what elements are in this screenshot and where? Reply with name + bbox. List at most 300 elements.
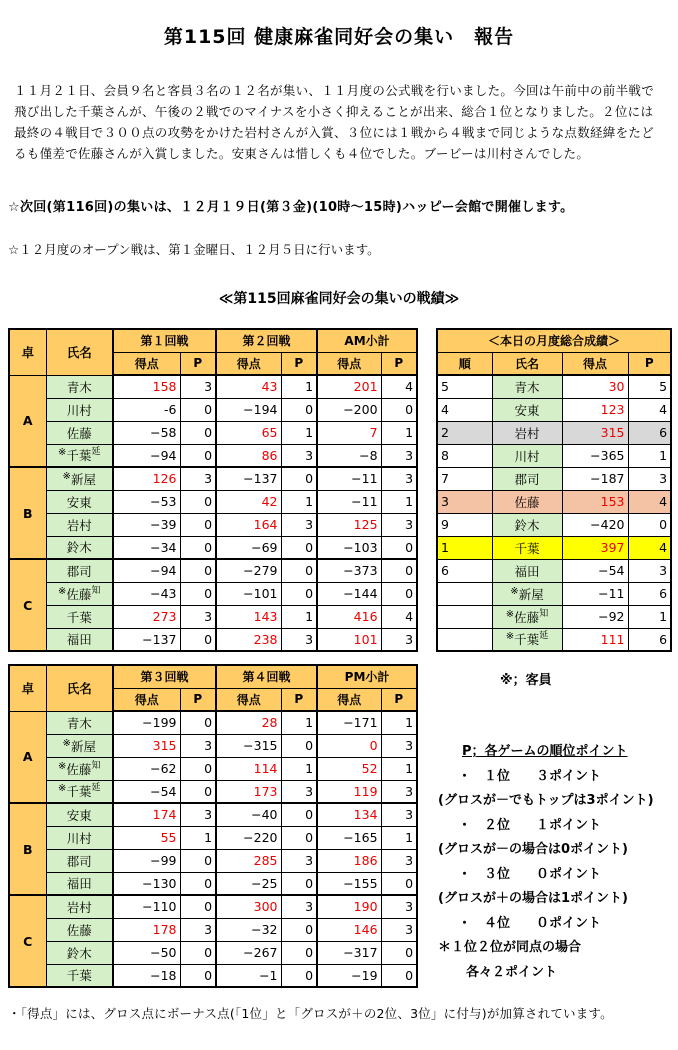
player-name: 青木 [514, 379, 540, 395]
player-name-cell [46, 605, 113, 628]
score-cell: −103 [317, 536, 381, 559]
points-cell: 3 [381, 513, 417, 536]
points-cell: 0 [180, 582, 216, 605]
player-name: 千葉 [66, 784, 92, 800]
player-name: 千葉 [66, 968, 92, 984]
points-cell: 0 [281, 964, 317, 987]
points-cell: 1 [381, 757, 417, 780]
player-name: 福田 [66, 632, 92, 648]
player-name-cell [46, 895, 113, 918]
score-cell: −137 [113, 628, 180, 651]
score-cell: −94 [113, 444, 180, 467]
points-cell: 3 [180, 467, 216, 490]
score-cell: 28 [216, 711, 281, 734]
points-cell: 1 [628, 444, 671, 467]
player-name-cell [492, 536, 562, 559]
score-cell: 126 [113, 467, 180, 490]
score-cell: -6 [113, 398, 180, 421]
player-name: 佐藤 [66, 425, 92, 441]
points-cell: 3 [381, 467, 417, 490]
score-cell: −171 [317, 711, 381, 734]
points-cell: 4 [628, 536, 671, 559]
score-cell: −137 [216, 467, 281, 490]
guest-mark: ※ [505, 608, 515, 620]
points-cell: 1 [281, 375, 317, 398]
points-cell: 3 [281, 895, 317, 918]
points-cell: 4 [381, 375, 417, 398]
player-name: 新屋 [70, 738, 96, 754]
rank-cell: 4 [437, 398, 492, 421]
points-cell: 3 [381, 918, 417, 941]
player-name: 郡司 [66, 563, 92, 579]
header-table: 卓 [9, 329, 46, 375]
points-cell: 0 [381, 872, 417, 895]
rank-cell: 2 [437, 421, 492, 444]
table-row [9, 444, 417, 467]
points-cell: 3 [381, 803, 417, 826]
player-name-cell [46, 628, 113, 651]
player-name-cell [46, 536, 113, 559]
points-cell: 3 [381, 780, 417, 803]
player-name-cell [46, 780, 113, 803]
points-cell: 3 [281, 780, 317, 803]
player-name-cell [492, 444, 562, 467]
points-cell: 3 [381, 734, 417, 757]
score-cell: −11 [562, 582, 628, 605]
score-cell: −92 [562, 605, 628, 628]
player-name-cell [46, 398, 113, 421]
ranking-row [437, 375, 671, 398]
points-cell: 4 [628, 398, 671, 421]
points-cell: 3 [180, 918, 216, 941]
points-cell: 0 [281, 941, 317, 964]
header-score: 得点 [113, 352, 180, 375]
player-name: 佐藤 [66, 586, 92, 602]
ranking-row [437, 490, 671, 513]
score-cell: 55 [113, 826, 180, 849]
points-cell: 3 [628, 559, 671, 582]
points-cell: 1 [381, 826, 417, 849]
points-cell: 6 [628, 421, 671, 444]
table-label-b: B [9, 467, 46, 559]
ranking-row [437, 628, 671, 651]
header-am-subtotal: AM小計 [317, 329, 417, 352]
points-cell: 0 [381, 398, 417, 421]
score-cell: 178 [113, 918, 180, 941]
ranking-row [437, 513, 671, 536]
score-cell: −279 [216, 559, 281, 582]
player-name-cell [46, 513, 113, 536]
score-cell: 101 [317, 628, 381, 651]
player-name-cell [46, 734, 113, 757]
points-legend-line: ・ ３位 ０ポイント [458, 866, 602, 882]
points-cell: 5 [628, 375, 671, 398]
player-name: 川村 [514, 448, 540, 464]
player-name: 佐藤 [514, 609, 540, 625]
score-cell: 143 [216, 605, 281, 628]
header-game-1: 第１回戦 [113, 329, 216, 352]
points-cell: 3 [628, 467, 671, 490]
score-cell: −110 [113, 895, 180, 918]
score-cell: 201 [317, 375, 381, 398]
score-cell: 300 [216, 895, 281, 918]
score-cell: 315 [562, 421, 628, 444]
table-row [9, 605, 417, 628]
score-cell: 123 [562, 398, 628, 421]
points-cell: 0 [381, 559, 417, 582]
score-cell: 111 [562, 628, 628, 651]
table-row [9, 872, 417, 895]
score-cell: 238 [216, 628, 281, 651]
score-cell: −58 [113, 421, 180, 444]
player-name: 郡司 [66, 853, 92, 869]
table-label-c: C [9, 559, 46, 651]
player-name-cell [46, 421, 113, 444]
score-cell: −40 [216, 803, 281, 826]
ranking-row [437, 398, 671, 421]
points-cell: 1 [381, 711, 417, 734]
score-cell: −11 [317, 490, 381, 513]
player-name: 鈴木 [66, 540, 92, 556]
score-cell: 158 [113, 375, 180, 398]
points-cell: 0 [281, 803, 317, 826]
points-cell: 1 [381, 490, 417, 513]
ranking-row [437, 605, 671, 628]
score-cell: −99 [113, 849, 180, 872]
rank-cell: 5 [437, 375, 492, 398]
table-row [9, 734, 417, 757]
score-cell: −194 [216, 398, 281, 421]
points-cell: 0 [281, 872, 317, 895]
points-cell: 1 [180, 826, 216, 849]
guest-mark: ※ [62, 470, 71, 482]
points-cell: 0 [381, 964, 417, 987]
points-cell: 0 [180, 444, 216, 467]
score-cell: 0 [317, 734, 381, 757]
player-name-cell [492, 559, 562, 582]
table-row [9, 490, 417, 513]
guest-mark: ※ [58, 585, 67, 597]
points-cell: 0 [180, 559, 216, 582]
player-name-cell [46, 826, 113, 849]
guest-mark: ※ [505, 631, 515, 643]
score-cell: 42 [216, 490, 281, 513]
points-legend-line: (グロスが＋の場合は1ポイント) [438, 891, 628, 906]
guest-note: ※；客員 [500, 673, 552, 688]
table-row [9, 826, 417, 849]
rank-cell: 3 [437, 490, 492, 513]
rank-cell: 8 [437, 444, 492, 467]
points-cell: 4 [628, 490, 671, 513]
table-row [9, 375, 417, 398]
points-cell: 3 [281, 628, 317, 651]
table-row [9, 398, 417, 421]
rank-cell: 6 [437, 559, 492, 582]
header-p: P [628, 352, 671, 375]
score-cell: −8 [317, 444, 381, 467]
points-cell: 3 [281, 849, 317, 872]
header-score: 得点 [317, 352, 381, 375]
points-cell: 1 [281, 490, 317, 513]
player-name: 青木 [66, 379, 92, 395]
points-legend-line: (グロスが－の場合は0ポイント) [438, 842, 628, 857]
header-p: P [180, 688, 216, 711]
score-cell: 65 [216, 421, 281, 444]
score-cell: 52 [317, 757, 381, 780]
header-table: 卓 [9, 665, 46, 711]
player-name-cell [46, 467, 113, 490]
score-cell: −54 [562, 559, 628, 582]
points-legend-line: 各々２ポイント [466, 964, 558, 980]
score-cell: −187 [562, 467, 628, 490]
player-name-cell [46, 964, 113, 987]
score-cell: 119 [317, 780, 381, 803]
score-cell: 164 [216, 513, 281, 536]
pm-results-table [8, 664, 418, 988]
header-pm-subtotal: PM小計 [317, 665, 417, 688]
points-cell: 0 [281, 734, 317, 757]
points-cell: 0 [180, 941, 216, 964]
player-name-cell [46, 803, 113, 826]
score-cell: −130 [113, 872, 180, 895]
score-cell: −43 [113, 582, 180, 605]
score-cell: 190 [317, 895, 381, 918]
player-name: 千葉 [66, 448, 92, 464]
player-name: 福田 [66, 876, 92, 892]
points-legend [438, 740, 654, 985]
points-cell: 0 [180, 711, 216, 734]
score-cell: −199 [113, 711, 180, 734]
table-row [9, 467, 417, 490]
points-cell: 0 [281, 467, 317, 490]
points-cell: 0 [180, 895, 216, 918]
next-meeting-notice: ☆次回(第116回)の集いは、１２月１９日(第３金)(10時〜15時)ハッピー会館で開催します。 [8, 200, 574, 215]
name-suffix: 知 [91, 760, 101, 771]
score-cell: −18 [113, 964, 180, 987]
name-suffix: 延 [91, 447, 101, 458]
player-name: 佐藤 [66, 922, 92, 938]
score-cell: −267 [216, 941, 281, 964]
points-cell: 3 [381, 444, 417, 467]
player-name: 岩村 [66, 517, 92, 533]
score-cell: 315 [113, 734, 180, 757]
player-name-cell [46, 872, 113, 895]
points-legend-title: P；各ゲームの順位ポイント [462, 744, 628, 759]
score-cell: −32 [216, 918, 281, 941]
table-row [9, 421, 417, 444]
guest-mark: ※ [58, 783, 67, 795]
header-p: P [281, 688, 317, 711]
score-cell: 273 [113, 605, 180, 628]
points-cell: 0 [281, 559, 317, 582]
name-suffix: 知 [91, 585, 101, 596]
table-row [9, 536, 417, 559]
player-name-cell [46, 941, 113, 964]
player-name: 千葉 [514, 540, 540, 556]
points-cell: 0 [381, 536, 417, 559]
guest-mark: ※ [58, 447, 67, 459]
header-score: 得点 [216, 688, 281, 711]
score-cell: 43 [216, 375, 281, 398]
player-name-cell [492, 375, 562, 398]
header-game-2: 第２回戦 [216, 329, 317, 352]
player-name-cell [46, 918, 113, 941]
points-cell: 0 [281, 398, 317, 421]
table-label-a: A [9, 375, 46, 467]
score-cell: 86 [216, 444, 281, 467]
score-cell: −1 [216, 964, 281, 987]
player-name: 鈴木 [66, 945, 92, 961]
pm-table-body [9, 711, 417, 987]
rank-cell [437, 605, 492, 628]
score-cell: −34 [113, 536, 180, 559]
name-suffix: 延 [91, 783, 101, 794]
rank-cell: 7 [437, 467, 492, 490]
points-cell: 1 [281, 605, 317, 628]
points-cell: 3 [180, 605, 216, 628]
table-row [9, 780, 417, 803]
score-cell: 153 [562, 490, 628, 513]
player-name: 安東 [66, 807, 92, 823]
points-cell: 0 [628, 513, 671, 536]
points-cell: 0 [381, 582, 417, 605]
player-name-cell [46, 559, 113, 582]
open-match-notice: ☆１２月度のオープン戦は、第１金曜日、１２月５日に行います。 [8, 242, 380, 257]
player-name-cell [46, 375, 113, 398]
points-legend-line: ＊１位２位が同点の場合 [438, 940, 582, 955]
intro-paragraph: １１月２１日、会員９名と客員３名の１２名が集い、１１月度の公式戦を行いました。今回は午前中の前半戦で飛び出した千葉さんが、午後の２戦でのマイナスを小さく抑えることが出来、総合１位となりました。２位には最終の４戦目で３００点の攻勢をかけた岩村さんが入賞、３位には１戦から４戦まで同じような点数経緯をたどるも僅差で佐藤さんが入賞しました。安東さんは惜しくも４位でした。ブービーは川村さんでした。 [14, 83, 655, 161]
player-name-cell [492, 582, 562, 605]
table-row [9, 803, 417, 826]
rank-cell [437, 628, 492, 651]
header-score: 得点 [216, 352, 281, 375]
score-cell: 7 [317, 421, 381, 444]
rank-cell [437, 582, 492, 605]
player-name-cell [492, 628, 562, 651]
header-p: P [381, 688, 417, 711]
score-cell: −25 [216, 872, 281, 895]
points-cell: 3 [281, 444, 317, 467]
ranking-row [437, 536, 671, 559]
table-row [9, 849, 417, 872]
player-name: 安東 [66, 494, 92, 510]
table-row [9, 513, 417, 536]
points-cell: 1 [281, 421, 317, 444]
points-cell: 3 [381, 849, 417, 872]
ranking-row [437, 582, 671, 605]
player-name-cell [492, 467, 562, 490]
score-cell: −101 [216, 582, 281, 605]
header-game-3: 第３回戦 [113, 665, 216, 688]
score-cell: 125 [317, 513, 381, 536]
score-cell: 30 [562, 375, 628, 398]
header-game-4: 第４回戦 [216, 665, 317, 688]
name-suffix: 延 [539, 631, 549, 642]
score-cell: −94 [113, 559, 180, 582]
player-name: 安東 [514, 402, 540, 418]
score-cell: −39 [113, 513, 180, 536]
points-legend-line: (グロスが－でもトップは3ポイント) [438, 793, 654, 808]
guest-mark: ※ [510, 585, 519, 597]
header-name: 氏名 [46, 665, 113, 711]
ranking-table-body [437, 375, 671, 651]
ranking-row [437, 444, 671, 467]
player-name: 千葉 [66, 609, 92, 625]
guest-mark: ※ [62, 737, 71, 749]
player-name-cell [46, 582, 113, 605]
points-cell: 3 [381, 895, 417, 918]
table-row [9, 964, 417, 987]
player-name: 新屋 [518, 586, 544, 602]
header-name: 氏名 [46, 329, 113, 375]
table-row [9, 628, 417, 651]
points-cell: 0 [180, 964, 216, 987]
page-title: 第115回 健康麻雀同好会の集い 報告 [163, 26, 515, 48]
header-rank: 順 [437, 352, 492, 375]
score-cell: 146 [317, 918, 381, 941]
score-cell: −50 [113, 941, 180, 964]
score-cell: −54 [113, 780, 180, 803]
score-cell: −69 [216, 536, 281, 559]
points-cell: 0 [180, 490, 216, 513]
score-cell: 186 [317, 849, 381, 872]
monthly-ranking-table [436, 328, 672, 652]
am-table-body [9, 375, 417, 651]
score-cell: −11 [317, 467, 381, 490]
score-cell: −200 [317, 398, 381, 421]
player-name: 岩村 [514, 425, 540, 441]
table-row [9, 711, 417, 734]
score-cell: −62 [113, 757, 180, 780]
points-cell: 6 [628, 582, 671, 605]
table-label-a: A [9, 711, 46, 803]
player-name: 青木 [66, 715, 92, 731]
ranking-title: ＜本日の月度総合成績＞ [437, 329, 671, 352]
points-cell: 3 [180, 734, 216, 757]
points-cell: 1 [628, 605, 671, 628]
name-suffix: 知 [539, 608, 549, 619]
player-name: 千葉 [514, 632, 540, 648]
points-cell: 0 [180, 849, 216, 872]
player-name-cell [46, 444, 113, 467]
points-cell: 3 [180, 375, 216, 398]
table-label-b: B [9, 803, 46, 895]
player-name-cell [492, 421, 562, 444]
score-cell: −420 [562, 513, 628, 536]
ranking-row [437, 467, 671, 490]
player-name-cell [492, 398, 562, 421]
points-cell: 1 [281, 757, 317, 780]
header-score: 得点 [113, 688, 180, 711]
header-p: P [281, 352, 317, 375]
player-name-cell [46, 711, 113, 734]
guest-mark: ※ [58, 760, 67, 772]
points-cell: 0 [180, 780, 216, 803]
score-cell: 285 [216, 849, 281, 872]
player-name: 川村 [66, 830, 92, 846]
ranking-row [437, 559, 671, 582]
points-legend-line: ・ １位 ３ポイント [458, 768, 602, 784]
table-row [9, 895, 417, 918]
score-cell: 174 [113, 803, 180, 826]
points-cell: 6 [628, 628, 671, 651]
points-cell: 0 [281, 582, 317, 605]
score-cell: 416 [317, 605, 381, 628]
points-cell: 0 [180, 421, 216, 444]
player-name-cell [46, 757, 113, 780]
player-name-cell [492, 513, 562, 536]
table-label-c: C [9, 895, 46, 987]
